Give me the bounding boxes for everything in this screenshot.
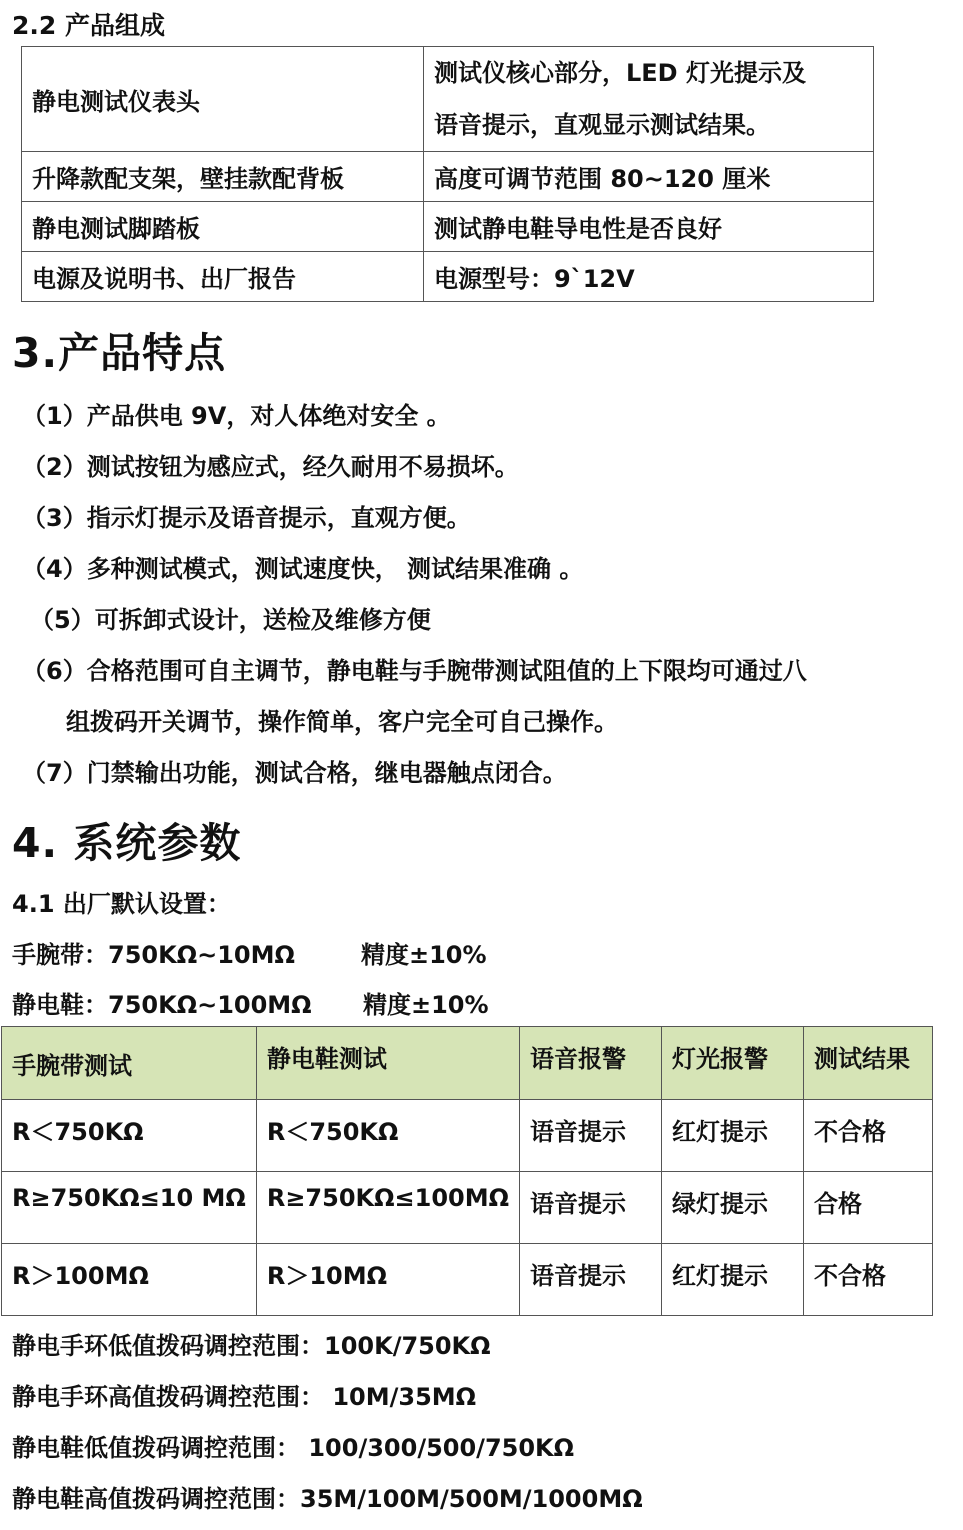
feature-item: （5）可拆卸式设计，送检及维修方便 — [30, 606, 431, 634]
section-2-2-heading: 2.2 产品组成 — [12, 11, 165, 40]
table-cell: R＞10MΩ — [256, 1244, 519, 1316]
header-cell: 语音报警 — [520, 1027, 662, 1100]
table-cell: 语音提示 — [520, 1100, 662, 1172]
table-cell: R＜750KΩ — [256, 1100, 519, 1172]
feature-item: （1）产品供电 9V，对人体绝对安全 。 — [22, 402, 451, 430]
table-cell: R≥750KΩ≤10 MΩ — [2, 1172, 257, 1244]
header-cell: 灯光报警 — [662, 1027, 804, 1100]
component-desc — [424, 47, 874, 152]
feature-item-continued: 组拨码开关调节，操作简单，客户完全可自己操作。 — [66, 708, 618, 736]
range-line: 静电手环高值拨码调控范围： 10M/35MΩ — [12, 1383, 477, 1411]
table-row — [22, 47, 874, 152]
table-cell: R＜750KΩ — [2, 1100, 257, 1172]
default-shoe: 静电鞋：750KΩ~100MΩ — [12, 991, 312, 1019]
component-desc: 高度可调节范围 80~120 厘米 — [424, 152, 874, 202]
table-row — [2, 1172, 933, 1244]
parameters-table — [1, 1026, 933, 1316]
feature-item: （6）合格范围可自主调节，静电鞋与手腕带测试阻值的上下限均可通过八 — [22, 657, 807, 685]
components-table — [21, 46, 874, 302]
component-desc-line: 语音提示，直观显示测试结果。 — [434, 111, 770, 139]
feature-item: （2）测试按钮为感应式，经久耐用不易损坏。 — [22, 453, 519, 481]
range-line: 静电手环低值拨码调控范围：100K/750KΩ — [12, 1332, 491, 1360]
header-cell: 测试结果 — [804, 1027, 933, 1100]
table-cell: 不合格 — [804, 1244, 933, 1316]
table-row — [22, 252, 874, 302]
table-cell: R≥750KΩ≤100MΩ — [256, 1172, 519, 1244]
table-row — [22, 152, 874, 202]
component-desc-line: 测试仪核心部分，LED 灯光提示及 — [434, 59, 806, 87]
table-row — [22, 202, 874, 252]
range-line: 静电鞋低值拨码调控范围： 100/300/500/750KΩ — [12, 1434, 575, 1462]
component-item: 升降款配支架，壁挂款配背板 — [22, 152, 424, 202]
component-desc: 电源型号：9`12V — [424, 252, 874, 302]
header-cell: 手腕带测试 — [2, 1027, 257, 1100]
table-header-row — [2, 1027, 933, 1100]
component-desc: 测试静电鞋导电性是否良好 — [424, 202, 874, 252]
table-cell: 红灯提示 — [662, 1244, 804, 1316]
defaults-subheading: 4.1 出厂默认设置： — [12, 890, 231, 918]
component-item: 静电测试仪表头 — [22, 47, 424, 152]
header-cell: 静电鞋测试 — [256, 1027, 519, 1100]
feature-item: （3）指示灯提示及语音提示，直观方便。 — [22, 504, 471, 532]
table-cell: R＞100MΩ — [2, 1244, 257, 1316]
table-cell: 绿灯提示 — [662, 1172, 804, 1244]
default-shoe-precision: 精度±10% — [363, 991, 489, 1019]
table-cell: 合格 — [804, 1172, 933, 1244]
table-cell: 不合格 — [804, 1100, 933, 1172]
feature-item: （4）多种测试模式，测试速度快， 测试结果准确 。 — [22, 555, 584, 583]
component-item: 静电测试脚踏板 — [22, 202, 424, 252]
section-3-heading: 3.产品特点 — [12, 329, 227, 377]
table-cell: 语音提示 — [520, 1172, 662, 1244]
table-cell: 红灯提示 — [662, 1100, 804, 1172]
default-wristband: 手腕带：750KΩ~10MΩ — [12, 941, 295, 969]
table-row — [2, 1244, 933, 1316]
section-4-heading: 4. 系统参数 — [12, 819, 242, 867]
range-line: 静电鞋高值拨码调控范围：35M/100M/500M/1000MΩ — [12, 1485, 643, 1513]
component-item: 电源及说明书、出厂报告 — [22, 252, 424, 302]
table-cell: 语音提示 — [520, 1244, 662, 1316]
feature-item: （7）门禁输出功能，测试合格，继电器触点闭合。 — [22, 759, 567, 787]
table-row — [2, 1100, 933, 1172]
default-wristband-precision: 精度±10% — [361, 941, 487, 969]
